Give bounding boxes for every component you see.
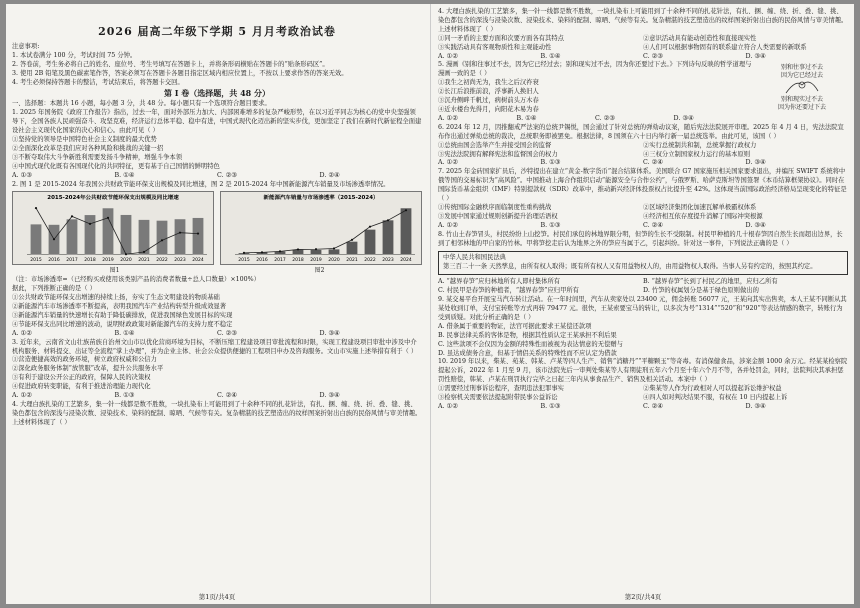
q1-item: ④中国式现代化既有各国现代化的共同特征，更有基于自己国情的鲜明特色 [12, 162, 220, 170]
figure-1 [12, 191, 214, 265]
bar [85, 215, 96, 254]
option: B. ①③ [540, 402, 561, 410]
bar [103, 209, 114, 255]
option: C. 村民甲是春笋的种植者，“越界春笋”应归甲所有 [438, 287, 579, 295]
tick-label: 2016 [256, 258, 268, 264]
law-title: 中华人民共和国民法典 [443, 254, 506, 262]
line-point [279, 251, 281, 253]
q5-stem: 5. 漫画《别和往事过不去，因为它已经过去；别和现实过不去，因为你还要过下去。》下列诗句反映的哲学道理与漫画一致的是（ ） [438, 61, 752, 78]
line-point [333, 248, 335, 250]
option: A. ①③ [12, 171, 32, 179]
line-point [405, 210, 407, 212]
line-point [71, 216, 73, 218]
q1-options [12, 172, 422, 181]
option: D. ③④ [673, 114, 694, 122]
q8-options [438, 278, 848, 296]
bar [365, 230, 376, 255]
q9-stem: 9. 某交易平台开展宝马汽车转让活动。在一年时间里，汽车从卖家处以 23400 元，佣金转账 56077 元，王某向其实出售卖，本人王某不同断从其某处收到订单，支付宝转账等方式再转 79477 元。很快，王某索要宝马的转让，以多次为号“1314”“520”和“920”等表达情感的数字，转账行为受到质疑。对此分析正确的是（ ） [438, 296, 847, 321]
q2-item: ②新能源汽车市场渗透率不断提高，表明我国汽车产业结构转型升级成效显著 [12, 303, 227, 311]
q7-item: ①传统国际金融秩序面临制度性重构挑战 [438, 203, 552, 211]
q7-stem: 7. 2025 年金砖国家扩员后，沙特提出在建立“黄金-数字货币”混合结算体系。美国联合 G7 国家施压相关国家要求退出，并编压 SWIFT 系统将中俄等国的交易标识为“高风险”。中国推动上海合作组织启动“能源安全与合作公约”，与俄罗斯、哈萨克斯坦等国签署《本币结算框架协议》。同时在国际货币基金组织（IMF）特别提款权（SDR）改革中，推动新兴经济体投票权占比提升至 42%。这体现当前国际政治经济格局呈现变化的特征是（ ） [438, 168, 847, 203]
bar [347, 242, 358, 255]
tick-label: 2018 [84, 258, 96, 264]
option: C. ②③ [595, 114, 615, 122]
q9-option: C. 这些款项不会仅因为金额的特殊性而被视为表达情意的无偿赠与 [438, 340, 623, 348]
q10-stem: 10. 2019 年以来，柴某、苑某、韩某、卢某等四人生产、销售“消糖丹”“平糖颗玉”等奇毒。有消保健食品，涉案金额 1000 余万元。经某某检察院提起公诉，2022 年 1 月至 9 月，该市法院先后一审判处柴某等人有期徒刑五年六个月至十年六个月不等，各并处罚金，同时，法院判决其承担惩罚性赔偿，韩某、卢某在刑罚执行完毕之日起三年内从事食品生产、销售及相关活动。本案中（ ） [438, 358, 848, 384]
option: B. ①③ [114, 392, 135, 400]
option: C. ②③ [217, 171, 237, 179]
q4-item: ④人们可以根据事物固有的联系建立符合人类需要的新联系 [643, 43, 807, 51]
line-point [143, 251, 145, 253]
tick-label: 2022 [364, 258, 376, 264]
q2-lead: 据此，下列推断正确的是（ ） [12, 285, 96, 293]
q5-cartoon [756, 61, 848, 115]
tick-label: 2024 [400, 258, 412, 264]
bar [31, 225, 42, 255]
q2-figures [12, 191, 422, 265]
line-point [243, 252, 245, 254]
tick-label: 2015 [238, 258, 250, 264]
line-point [369, 226, 371, 228]
line-point [351, 239, 353, 241]
option: C. ②③ [217, 329, 237, 337]
q2-item: ③新能源汽车销量的快速增长有助于降低碳排放，促进我国绿色发展目标的实现 [12, 311, 233, 319]
notes-heading: 注意事项: [12, 42, 40, 50]
option: A. ①② [438, 52, 458, 60]
option: A. ①② [12, 392, 32, 400]
q8-stem: 8. 竹山土春笋冒头，村民纷纷上山挖笋。村民们承包的林地界限分明，但笋的生长不受限制。村民甲种植的几十根春笋因自然生长而超出边界，长到了相邻林地的甲自家的竹林。甲将笋挖走后认为地界之外的笋应当属于乙，引起纠纷。针对这一事件，下列说法正确的是（ ） [438, 230, 843, 247]
tick-label: 2024 [192, 258, 204, 264]
option: D. ③④ [745, 221, 766, 229]
q9-option: A. 借条属于重要的物证，法官可据此要求王某偿还款项 [438, 322, 592, 330]
bar [329, 250, 340, 255]
option: B. ①④ [114, 171, 135, 179]
bar [121, 215, 132, 254]
q10-item: ②柴某等人作为行政相对人可以提起诉讼维护权益 [643, 385, 782, 393]
q10-item: ③检察机关需要依法提起附带民事公益诉讼 [438, 394, 558, 402]
figure-1-title: 2015-2024年公共财政节能环保支出规模及同比增速 [47, 195, 179, 202]
q2-item: ④节能环保支出同比增速的波动，说明财政政策对新能源汽车的支持力度不稳定 [12, 320, 233, 328]
tick-label: 2020 [120, 258, 132, 264]
line-point [53, 239, 55, 241]
option: B. ①③ [540, 159, 561, 167]
right-page [438, 4, 848, 604]
figure-captions [12, 267, 422, 276]
q3-stem: 3. 近年来，云南省文山壮族苗族自治州文山市以优化营商环境为目标，不断压缩工程建设项目审批流程和时限，实现工程建设项目审批中涉及中介机构服务、材料提交、出证等全流程“掌上办理”，并为企业主体、社会公众提供便捷的工程项目申办及咨询服务。文山市实施上述举措有利于（ ） [12, 338, 418, 355]
note-item: 2. 答卷前，考生务必将自己的姓名、座位号、考生号填写在答题卡上，并将条形码横贴在答题卡的“贴条形码区”。 [12, 60, 329, 68]
q1-stem: 1. 2025 年国务院《政府工作报告》指出，过去一年，面对外部压力加大、内部困难增多的复杂严峻形势，在以习近平同志为核心的党中央坚强领导下，全国各族人民顽强奋斗、攻坚克难，经济运行总体平稳、稳中有进，中国式现代化迈出新的坚实步伐，更加坚定了我们在新时代新征程全面建设社会主义现代化国家的决心和信心。由此可见（ ） [12, 109, 422, 135]
option: D. 竹笋的权属划分是基于绿色原则做出的 [643, 287, 759, 295]
line-point [179, 232, 181, 234]
q10-item: ④四人如对判决结果不服，有权在 10 日内提起上诉 [643, 394, 788, 402]
q10-options [438, 403, 848, 412]
option: B. ①④ [114, 329, 135, 337]
option: A. ①② [438, 159, 458, 167]
option: A. ①② [438, 114, 458, 122]
line-point [161, 240, 163, 242]
q4-item: ③实践活动具有客观物质性和主观能动性 [438, 43, 552, 51]
figure-sketch [786, 83, 818, 94]
tick-label: 2018 [292, 258, 304, 264]
q5-item: ③沉舟侧畔千帆过，病树前头万木春 [438, 97, 539, 105]
q6-items [438, 142, 848, 160]
cartoon-caption: 别和往事过不去 [780, 64, 824, 72]
bar [157, 221, 168, 255]
q3-options [12, 392, 422, 401]
law-excerpt-box [438, 251, 848, 275]
q7-item: ②区域经济集团化加速瓦解单极霸权体系 [643, 203, 757, 211]
option: A. ①② [438, 221, 458, 229]
series-line [36, 209, 198, 255]
cartoon-caption: 别和现实过不去 [780, 96, 824, 104]
tick-label: 2022 [156, 258, 168, 264]
option: D. ③④ [319, 329, 340, 337]
q5-item: ④近水楼台先得月，向阳花木易为春 [438, 105, 539, 113]
series-line [244, 211, 406, 254]
option: C. ②④ [643, 402, 663, 410]
q10-item: ①需要经过刑事诉讼程序，查明违法犯罪事实 [438, 385, 564, 393]
bar [311, 250, 322, 254]
tick-label: 2019 [310, 258, 322, 264]
tick-label: 2020 [328, 258, 340, 264]
tick-label: 2019 [102, 258, 114, 264]
option: C. ②③ [643, 52, 663, 60]
q1-item: ③不断夺取伟大斗争新胜利需要发扬斗争精神，增强斗争本领 [12, 153, 183, 161]
tick-label: 2017 [274, 258, 286, 264]
q4-stem-start: 4. 大理白族扎染的工艺繁多，集一针一线都是数不胜数，一块扎染布上可能用到了十余种不同的扎花针法，有扎、捆、缠、绕、折、叠、缝、挑、染色都包含的深浅与浸染次数、浸染技术、染料的配制、晾晒、气候等有关。复杂精湛的技艺塑造出的纹样图案折射出白族的民俗风情与审美情趣。上述材料体现了（ ） [12, 401, 422, 426]
q7-items [438, 204, 848, 222]
exam-title: 2026 届高二年级下学期 5 月月考政治试卷 [98, 25, 336, 38]
exam-sheet [6, 4, 854, 604]
q2-item: ①公共财政节能环保支出增速的持续上扬，夯实了生态文明建设的物质基础 [12, 294, 220, 302]
option: D. ②④ [319, 171, 340, 179]
bar [193, 218, 204, 254]
q6-item: ②实行总统制共和制，总统掌握行政权力 [643, 141, 757, 149]
q3-item: ④促进政府转变职能，有利于推进治理能力现代化 [12, 383, 151, 391]
option: B. ①④ [516, 114, 537, 122]
bar [67, 220, 78, 255]
tick-label: 2021 [346, 258, 358, 264]
line-point [315, 249, 317, 251]
q7-item: ③发展中国家通过规则创新提升治理话语权 [438, 212, 558, 220]
q3-item: ②深化政务服务体制“放管服”改革，提升公共服务水平 [12, 365, 164, 373]
q3-item: ③有利于建设公开公正的政府，保障人民的决策权 [12, 374, 151, 382]
bar [401, 209, 412, 255]
option: C. ②④ [217, 392, 237, 400]
option: C. ②④ [643, 221, 663, 229]
line-point [125, 254, 127, 256]
line-point [261, 252, 263, 254]
figure-1-caption: 图1 [109, 267, 120, 275]
line-point [107, 217, 109, 219]
page-footer-left: 第1页/共4页 [198, 593, 236, 602]
q6-item: ④三权分立制国家权力运行的基本原则 [643, 150, 751, 158]
figure-2 [220, 191, 422, 265]
note-item: 1. 本试卷满分 100 分，考试时间 75 分钟。 [12, 51, 137, 59]
q1-item: ②全面深化改革是我们应对各种风险和挑战的关键一招 [12, 144, 164, 152]
section-intro: 一、选择题：本题共 16 小题，每小题 3 分，共 48 分。每小题只有一个选项符合题目要求。 [12, 100, 271, 108]
figure-2-caption: 图2 [314, 267, 325, 275]
q6-options [438, 159, 848, 168]
bar [383, 221, 394, 255]
line-point [89, 223, 91, 225]
q2-note: （注：市场渗透率=（已经购买或使用该类别产品的消费者数量÷总人口数量）×100%） [12, 276, 260, 284]
line-point [197, 233, 199, 235]
q2-options [12, 330, 422, 339]
note-item: 3. 使用 2B 铅笔及黑色碳素笔作答，答案必须写在答题卡各题目指定区域内相应位置上，不按以上要求作答的答案无效。 [12, 69, 348, 77]
option: A. “越界春笋”应归林地所有人即村集体所有 [438, 278, 561, 286]
page-footer-right: 第2页/共4页 [624, 593, 662, 602]
q3-item: ①营造便捷高效的政务环境，树立政府权威和公信力 [12, 356, 157, 364]
line-point [297, 249, 299, 251]
bar [175, 220, 186, 255]
q4-item: ①同一矛盾的主要方面和次要方面各有其特点 [438, 34, 564, 42]
q5-item: ②长江后浪推前浪，浮事新人换旧人 [438, 88, 539, 96]
tick-label: 2017 [66, 258, 78, 264]
option: A. ①② [438, 402, 458, 410]
figure-2-chart [221, 192, 421, 264]
cartoon-caption: 因为你还要过下去 [777, 104, 827, 112]
tick-label: 2023 [382, 258, 394, 264]
option: A. ①② [12, 329, 32, 337]
q7-item: ④经济相互依存度提升消解了国际冲突根源 [643, 212, 763, 220]
option: B. ①③ [540, 221, 561, 229]
q7-options [438, 222, 848, 231]
left-page [12, 4, 422, 604]
line-point [387, 220, 389, 222]
q5-item: ①我生之初尚无为，我生之后汉祚衰 [438, 79, 539, 87]
q1-item: ①坚持党的领导是中国特色社会主义制度的最大优势 [12, 135, 157, 143]
option: B. ①④ [540, 52, 561, 60]
tick-label: 2021 [138, 258, 150, 264]
tick-label: 2016 [48, 258, 60, 264]
q4-items [438, 35, 848, 53]
tick-label: 2015 [30, 258, 42, 264]
q9-option: D. 虽达成债务合意，但基于情侣关系的特殊性而不应认定为借款 [438, 349, 617, 357]
line-point [35, 207, 37, 209]
q4-stem: 4. 大理白族扎染的工艺繁多，集一针一线都是数不胜数，一块扎染布上可能用到了十余种不同的扎花针法，有扎、捆、缠、绕、折、叠、缝、挑、染色都包含的深浅与浸染次数、浸染技术、染料的配制、晾晒、气候等有关。复杂精湛的技艺塑造出的纹样图案折射出白族的民俗风情与审美情趣。上述材料体现了（ ） [438, 8, 848, 33]
figure-1-chart [13, 192, 213, 264]
option: D. ③④ [745, 52, 766, 60]
option: D. ③④ [745, 159, 766, 167]
tick-label: 2023 [174, 258, 186, 264]
figure-2-title: 新能源汽车销量与市场渗透率（2015-2024） [263, 195, 379, 202]
cartoon-caption: 因为它已经过去 [780, 72, 824, 80]
law-text: 第三百二十一条 天然孳息，由所有权人取得；既有所有权人又有用益物权人的，由用益物权人取得。当事人另有约定的，按照其约定。 [443, 263, 817, 271]
q6-stem: 6. 2024 年 12 月，因推翻戒严法案的总统尹锡悦，国会通过了针对总统的弹劾动议案，随后宪法法院展开审理。2025 年 4 月 4 日，宪法法院宣布作出通过弹劾总统的裁决，总统职务即被罢免。根据法律，8 国须在六十日内举行新一届总统选举。由此可见，该国（ ） [438, 123, 844, 140]
q6-item: ③宪法法院拥有解释宪法和监督国会的权力 [438, 150, 558, 158]
note-item: 4. 考生必须保持答题卡的整洁，考试结束后，将答题卡交回。 [12, 78, 184, 86]
q10-items [438, 385, 848, 403]
q6-item: ①总统由国会选举产生并接受国会的监督 [438, 141, 552, 149]
option: C. ②④ [643, 159, 663, 167]
option: B. “越界春笋”长到了村民乙的地里，应归乙所有 [643, 278, 778, 286]
page-divider [430, 4, 431, 604]
q5-options [438, 115, 752, 124]
q9-option: B. 民事法律关系的客体是物，根据其性质认定王某承担不利后果 [438, 331, 617, 339]
q4-item: ②意识活动具有能动创造性和直接现实性 [643, 34, 757, 42]
section-heading: 第 I 卷（选择题，共 48 分） [163, 88, 270, 99]
q2-stem: 2. 图 1 是 2015-2024 年我国公共财政节能环保支出规模及同比增速，图 2 是 2015-2024 年中国新能源汽车销量及市场渗透率情况。 [12, 180, 390, 188]
option: D. ③④ [319, 392, 340, 400]
option: D. ③④ [745, 402, 766, 410]
